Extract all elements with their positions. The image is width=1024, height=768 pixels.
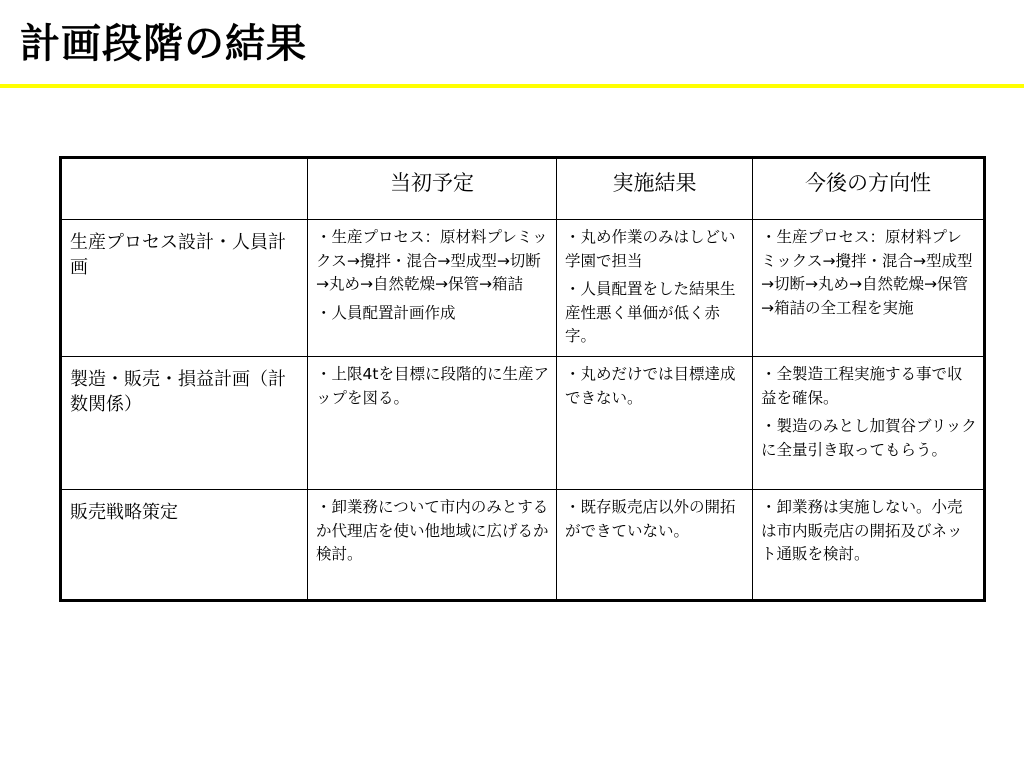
cell-text: ・上限4tを目標に段階的に生産アップを図る。 — [316, 365, 549, 407]
cell-text: ・卸業務は実施しない。小売は市内販売店の開拓及びネット通販を検討。 — [761, 498, 963, 563]
initial-plan-cell — [308, 490, 557, 601]
table-row — [61, 490, 985, 601]
header-cell-initial-plan: 当初予定 — [308, 158, 557, 220]
cell-text: ・製造のみとし加賀谷ブリックに全量引き取ってもらう。 — [761, 417, 977, 459]
header-cell-blank — [61, 158, 308, 220]
row-label: 販売戦略策定 — [61, 490, 308, 601]
results-cell — [557, 490, 753, 601]
results-cell — [557, 357, 753, 490]
slide-title: 計画段階の結果 — [20, 21, 307, 67]
cell-text: ・卸業務について市内のみとするか代理店を使い他地域に広げるか検討。 — [316, 498, 549, 563]
plan-results-table — [59, 156, 986, 602]
cell-text: ・人員配置をした結果生産性悪く単価が低く赤字。 — [565, 280, 736, 345]
table-header-row — [61, 158, 985, 220]
table-row — [61, 220, 985, 357]
future-direction-cell — [753, 357, 985, 490]
row-label: 生産プロセス設計・人員計画 — [61, 220, 308, 357]
header-cell-results: 実施結果 — [557, 158, 753, 220]
cell-text: ・生産プロセス：原材料プレミックス→攪拌・混合→型成型→切断→丸め→自然乾燥→保管→箱詰 — [316, 228, 548, 293]
cell-text: ・丸め作業のみはしどい学園で担当 — [565, 228, 736, 270]
cell-text: ・丸めだけでは目標達成できない。 — [565, 365, 736, 407]
future-direction-cell — [753, 490, 985, 601]
header-cell-future-direction: 今後の方向性 — [753, 158, 985, 220]
results-cell — [557, 220, 753, 357]
cell-text: ・既存販売店以外の開拓ができていない。 — [565, 498, 736, 540]
table-row — [61, 357, 985, 490]
cell-text: ・全製造工程実施する事で収益を確保。 — [761, 365, 963, 407]
title-underline — [0, 84, 1024, 88]
initial-plan-cell — [308, 357, 557, 490]
future-direction-cell — [753, 220, 985, 357]
row-label: 製造・販売・損益計画（計数関係） — [61, 357, 308, 490]
cell-text: ・人員配置計画作成 — [316, 303, 456, 322]
cell-text: ・生産プロセス：原材料プレミックス→攪拌・混合→型成型→切断→丸め→自然乾燥→保管→箱詰の全工程を実施 — [761, 228, 973, 317]
initial-plan-cell — [308, 220, 557, 357]
